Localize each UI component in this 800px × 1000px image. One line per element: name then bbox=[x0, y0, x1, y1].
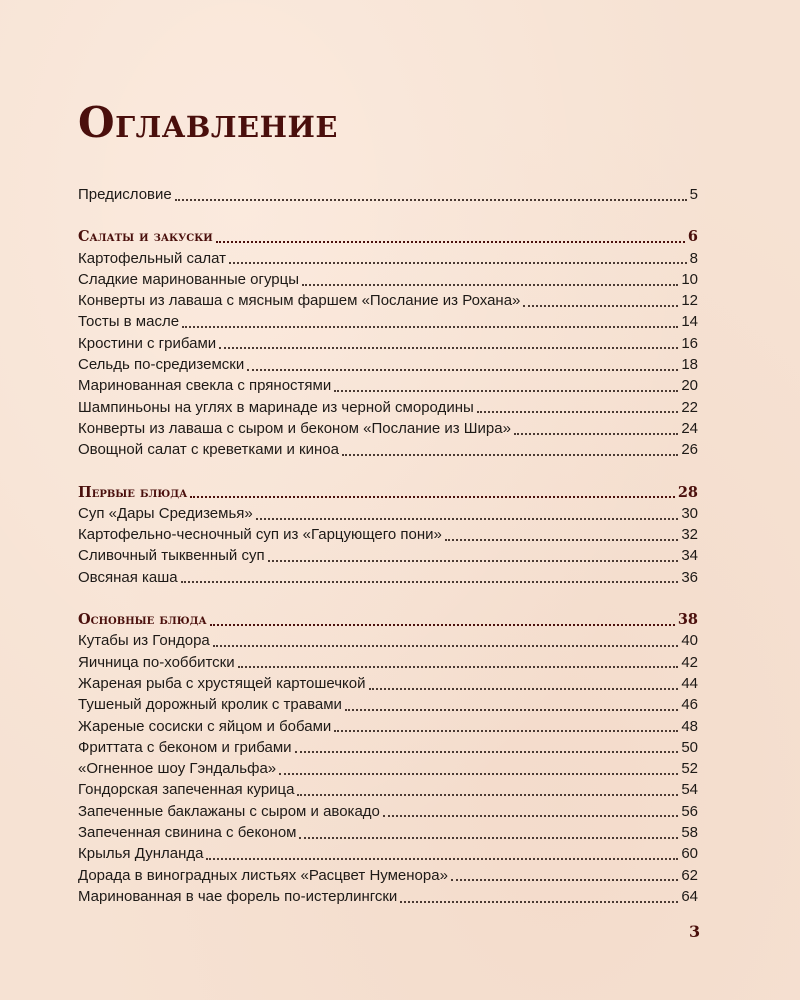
toc-entry-page: 48 bbox=[681, 717, 698, 735]
toc-entry bbox=[78, 375, 698, 396]
toc-entry-title: Дорада в виноградных листьях «Расцвет Нуменора» bbox=[78, 866, 448, 884]
toc-entry-title: Кростини с грибами bbox=[78, 334, 217, 352]
toc-entry-page: 26 bbox=[681, 441, 698, 459]
toc-entry-preface bbox=[78, 184, 698, 205]
section-page: 28 bbox=[677, 483, 698, 501]
dot-leader bbox=[297, 794, 678, 796]
toc-entry-title: Сельдь по-средиземски bbox=[78, 356, 245, 374]
dot-leader bbox=[334, 390, 678, 392]
toc-entry bbox=[78, 397, 698, 418]
dot-leader bbox=[256, 518, 679, 520]
dot-leader bbox=[445, 539, 678, 541]
dot-leader bbox=[182, 326, 678, 328]
dot-leader bbox=[451, 879, 678, 881]
toc-entry-title: Овощной салат с креветками и киноа bbox=[78, 441, 339, 459]
toc-entry-title: Суп «Дары Средиземья» bbox=[78, 504, 253, 522]
toc-entry-page: 18 bbox=[681, 356, 698, 374]
toc-entry bbox=[78, 843, 698, 864]
toc-section-salads bbox=[78, 226, 698, 247]
toc-entry bbox=[78, 758, 698, 779]
toc-entry-title: Шампиньоны на углях в маринаде из черной смородины bbox=[78, 398, 474, 416]
toc-entry-title: Овсяная каша bbox=[78, 568, 178, 586]
toc-entry-page: 52 bbox=[681, 760, 698, 778]
toc-entry-title: Крылья Дунланда bbox=[78, 845, 204, 863]
toc-entry bbox=[78, 418, 698, 439]
toc-entry-page: 50 bbox=[681, 738, 698, 756]
toc-entry bbox=[78, 865, 698, 886]
toc-section-main-courses bbox=[78, 609, 698, 630]
dot-leader bbox=[247, 369, 678, 371]
section-title: Основные блюда bbox=[78, 611, 207, 629]
spacer bbox=[78, 461, 698, 482]
toc-entry bbox=[78, 248, 698, 269]
toc-entry-page: 64 bbox=[681, 887, 698, 905]
toc-entry-page: 56 bbox=[681, 802, 698, 820]
toc-entry bbox=[78, 694, 698, 715]
dot-leader bbox=[219, 347, 678, 349]
dot-leader bbox=[523, 305, 678, 307]
toc-entry bbox=[78, 567, 698, 588]
toc-entry bbox=[78, 716, 698, 737]
toc-entry-title: Яичница по-хоббитски bbox=[78, 653, 235, 671]
toc-section-first-courses bbox=[78, 482, 698, 503]
toc-entry-title: Жареные сосиски с яйцом и бобами bbox=[78, 717, 332, 735]
toc-entry-title: Картофельный салат bbox=[78, 249, 226, 267]
toc-entry-page: 40 bbox=[681, 632, 698, 650]
toc-entry-page: 5 bbox=[689, 186, 698, 203]
dot-leader bbox=[514, 433, 678, 435]
spacer bbox=[78, 205, 698, 226]
dot-leader bbox=[216, 241, 685, 243]
dot-leader bbox=[383, 815, 678, 817]
toc-entry-page: 30 bbox=[681, 504, 698, 522]
toc-entry-title: Маринованная в чае форель по-истерлингски bbox=[78, 887, 398, 905]
toc-entry bbox=[78, 439, 698, 460]
dot-leader bbox=[400, 901, 678, 903]
dot-leader bbox=[477, 411, 679, 413]
toc-entry bbox=[78, 630, 698, 651]
toc-entry-title: Фриттата с беконом и грибами bbox=[78, 738, 292, 756]
toc-entry-title: Гондорская запеченная курица bbox=[78, 781, 295, 799]
toc-entry-page: 46 bbox=[681, 696, 698, 714]
toc-entry-title: Жареная рыба с хрустящей картошечкой bbox=[78, 674, 366, 692]
toc-entry bbox=[78, 545, 698, 566]
toc-entry bbox=[78, 503, 698, 524]
toc-entry bbox=[78, 886, 698, 907]
dot-leader bbox=[213, 645, 679, 647]
toc-entry bbox=[78, 524, 698, 545]
toc-entry bbox=[78, 737, 698, 758]
toc-entry-page: 62 bbox=[681, 866, 698, 884]
toc-entry bbox=[78, 333, 698, 354]
toc-entry-title: Маринованная свекла с пряностями bbox=[78, 377, 332, 395]
toc-entry-page: 10 bbox=[681, 270, 698, 288]
dot-leader bbox=[369, 688, 679, 690]
dot-leader bbox=[334, 730, 678, 732]
toc-entry-page: 60 bbox=[681, 845, 698, 863]
dot-leader bbox=[206, 858, 678, 860]
dot-leader bbox=[295, 751, 679, 753]
dot-leader bbox=[181, 581, 679, 583]
toc-entry-page: 54 bbox=[681, 781, 698, 799]
toc-entry-title: «Огненное шоу Гэндальфа» bbox=[78, 760, 277, 778]
dot-leader bbox=[345, 709, 678, 711]
dot-leader bbox=[302, 284, 678, 286]
section-page: 6 bbox=[687, 228, 698, 246]
dot-leader bbox=[268, 560, 679, 562]
toc-entry-page: 12 bbox=[681, 292, 698, 310]
toc-entry bbox=[78, 269, 698, 290]
dot-leader bbox=[210, 624, 675, 626]
toc-entry-title: Сливочный тыквенный суп bbox=[78, 547, 265, 565]
dot-leader bbox=[175, 199, 687, 201]
page-number: 3 bbox=[689, 922, 701, 941]
section-title: Первые блюда bbox=[78, 483, 188, 501]
toc-entry-title: Конверты из лаваша с сыром и беконом «Послание из Шира» bbox=[78, 419, 511, 437]
toc-entry bbox=[78, 354, 698, 375]
toc-entry bbox=[78, 779, 698, 800]
toc-entry bbox=[78, 822, 698, 843]
table-of-contents bbox=[78, 184, 698, 907]
toc-entry-page: 58 bbox=[681, 824, 698, 842]
toc-entry-page: 36 bbox=[681, 568, 698, 586]
toc-entry-title: Запеченные баклажаны с сыром и авокадо bbox=[78, 802, 380, 820]
toc-entry-page: 24 bbox=[681, 419, 698, 437]
toc-entry-page: 20 bbox=[681, 377, 698, 395]
toc-entry bbox=[78, 673, 698, 694]
toc-entry-page: 22 bbox=[681, 398, 698, 416]
toc-entry-page: 34 bbox=[681, 547, 698, 565]
toc-entry-page: 44 bbox=[681, 674, 698, 692]
dot-leader bbox=[279, 773, 678, 775]
section-page: 38 bbox=[677, 611, 698, 629]
toc-entry bbox=[78, 801, 698, 822]
toc-entry bbox=[78, 311, 698, 332]
toc-entry-page: 14 bbox=[681, 313, 698, 331]
dot-leader bbox=[238, 666, 679, 668]
dot-leader bbox=[299, 837, 678, 839]
toc-entry bbox=[78, 290, 698, 311]
toc-entry-title: Тушеный дорожный кролик с травами bbox=[78, 696, 342, 714]
toc-entry-page: 8 bbox=[689, 249, 698, 267]
toc-entry-title: Запеченная свинина с беконом bbox=[78, 824, 297, 842]
spacer bbox=[78, 588, 698, 609]
toc-entry-page: 32 bbox=[681, 526, 698, 544]
page-title: Оглавление bbox=[78, 98, 339, 147]
dot-leader bbox=[190, 496, 675, 498]
toc-entry-title: Картофельно-чесночный суп из «Гарцующего пони» bbox=[78, 526, 442, 544]
dot-leader bbox=[229, 262, 687, 264]
toc-entry-title: Тосты в масле bbox=[78, 313, 180, 331]
toc-entry-title: Конверты из лаваша с мясным фаршем «Послание из Рохана» bbox=[78, 292, 521, 310]
toc-entry-page: 16 bbox=[681, 334, 698, 352]
section-title: Салаты и закуски bbox=[78, 228, 213, 246]
dot-leader bbox=[342, 454, 678, 456]
toc-entry bbox=[78, 652, 698, 673]
toc-entry-title: Предисловие bbox=[78, 186, 172, 203]
toc-entry-title: Кутабы из Гондора bbox=[78, 632, 210, 650]
toc-entry-title: Сладкие маринованные огурцы bbox=[78, 270, 299, 288]
toc-entry-page: 42 bbox=[681, 653, 698, 671]
